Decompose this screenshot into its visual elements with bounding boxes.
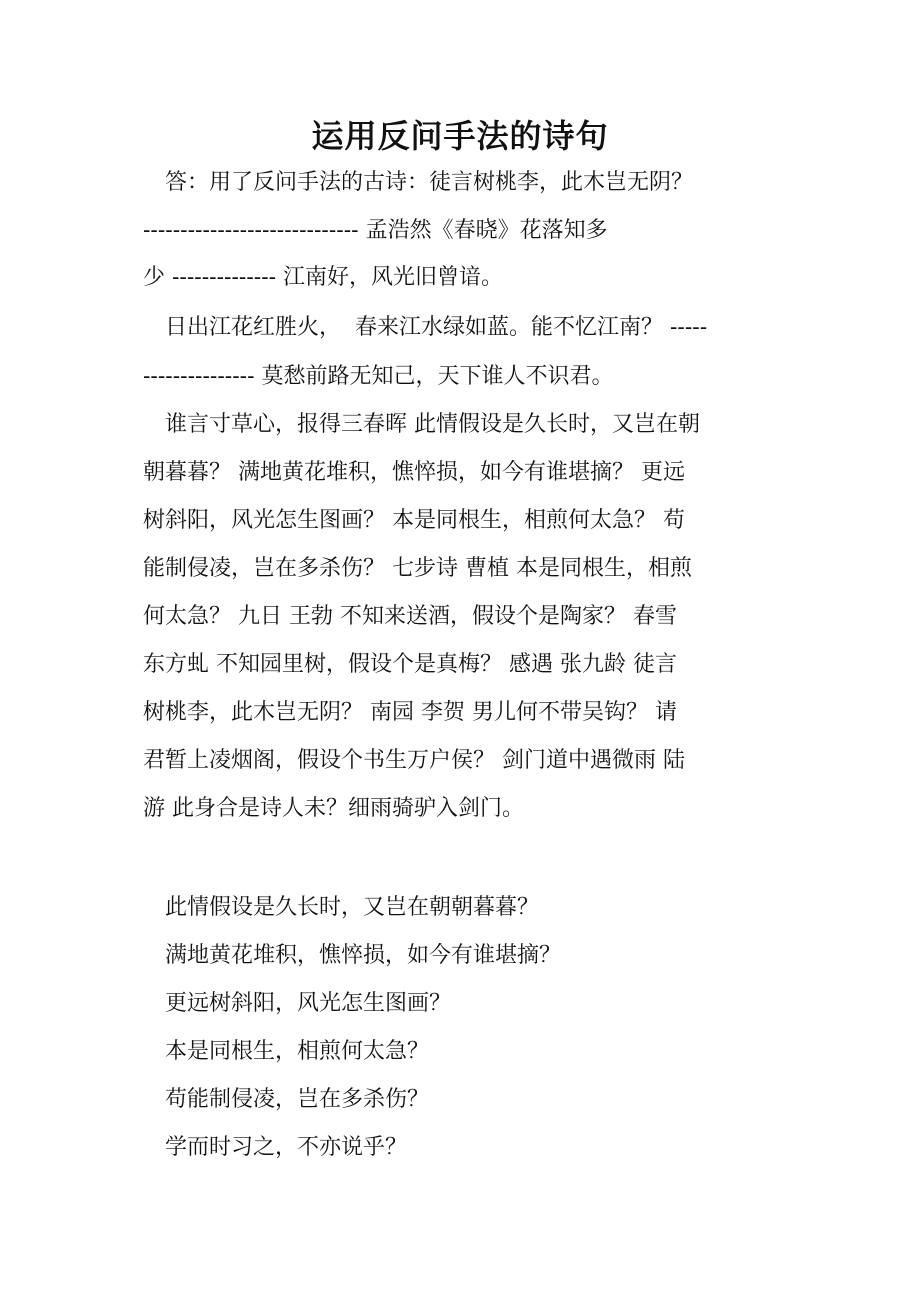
paragraph-line: 少 -------------- 江南好，风光旧曾谙。: [143, 265, 504, 290]
paragraph-line: 树斜阳，风光怎生图画？ 本是同根生，相煎何太急？ 苟: [143, 508, 685, 533]
example-line: 更远树斜阳，风光怎生图画？: [165, 991, 452, 1016]
paragraph-line: 游 此身合是诗人未？细雨骑驴入剑门。: [143, 796, 524, 821]
example-line: 满地黄花堆积，憔悴损，如今有谁堪摘？: [165, 943, 562, 968]
paragraph-line: 日出江花红胜火， 春来江水绿如蓝。能不忆江南？ -----: [165, 315, 708, 340]
paragraph-line: 东方虬 不知园里树，假设个是真梅？ 感遇 张九龄 徒言: [143, 652, 677, 677]
paragraph-line: 谁言寸草心，报得三春晖 此情假设是久长时，又岂在朝: [165, 412, 700, 437]
example-line: 苟能制侵凌，岂在多杀伤？: [165, 1087, 430, 1112]
paragraph-line: 君暂上凌烟阁，假设个书生万户侯？ 剑门道中遇微雨 陆: [143, 748, 685, 773]
paragraph-line: ----------------------------- 孟浩然《春晓》花落知多: [143, 218, 608, 243]
paragraph-line: 能制侵凌，岂在多杀伤？ 七步诗 曹植 本是同根生，相煎: [143, 556, 692, 581]
paragraph-line: 树桃李，此木岂无阴？ 南园 李贺 男儿何不带吴钩？ 请: [143, 700, 677, 725]
example-line: 本是同根生，相煎何太急？: [165, 1039, 430, 1064]
paragraph-line: 何太急？ 九日 王勃 不知来送酒，假设个是陶家？ 春雪: [143, 604, 677, 629]
paragraph-line: 答：用了反问手法的古诗：徒言树桃李，此木岂无阴？: [165, 170, 694, 195]
page-title: 运用反问手法的诗句: [311, 117, 609, 155]
example-line: 学而时习之，不亦说乎？: [165, 1135, 408, 1160]
paragraph-line: --------------- 莫愁前路无知己，天下谁人不识君。: [143, 364, 614, 389]
paragraph-line: 朝暮暮？ 满地黄花堆积，憔悴损，如今有谁堪摘？ 更远: [143, 460, 685, 485]
example-line: 此情假设是久长时，又岂在朝朝暮暮？: [165, 895, 540, 920]
